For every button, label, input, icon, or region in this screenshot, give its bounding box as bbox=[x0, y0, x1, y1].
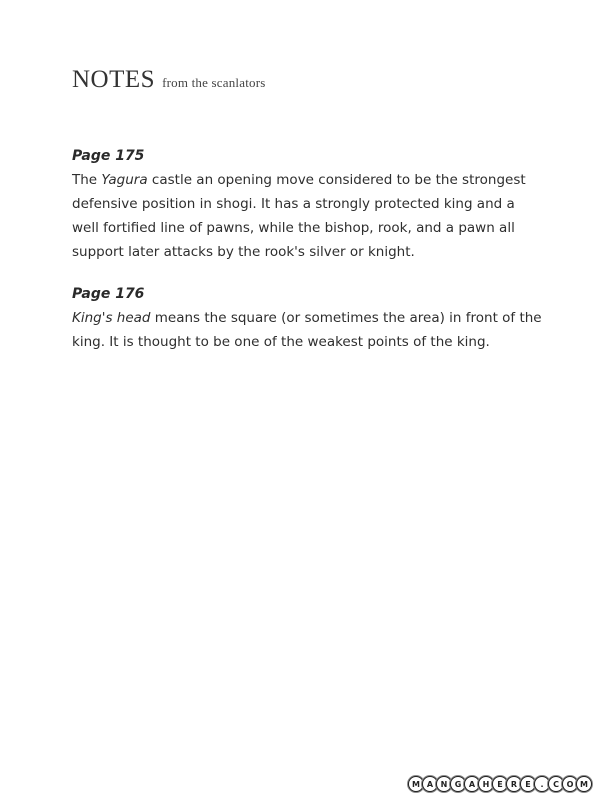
watermark-letter: A bbox=[422, 776, 438, 792]
watermark-letter: E bbox=[492, 776, 508, 792]
watermark-letter: H bbox=[478, 776, 494, 792]
watermark-logo bbox=[410, 776, 592, 792]
note-page-175 bbox=[72, 146, 542, 264]
watermark-letter: G bbox=[450, 776, 466, 792]
note-page-176 bbox=[72, 284, 542, 354]
note-heading: Page 176 bbox=[72, 286, 145, 302]
note-text: castle an opening move considered to be the strongest defensive position in shogi. It has a strongly protected king and a well fortified line of pawns, while the bishop, rook, and a pawn all support later attacks by the rook's silver or knight. bbox=[72, 172, 526, 260]
watermark-letter: C bbox=[548, 776, 564, 792]
watermark-letter: O bbox=[562, 776, 578, 792]
note-text: means the square (or sometimes the area) in front of the king. It is thought to be one of the weakest points of the king. bbox=[72, 310, 542, 350]
note-text: The bbox=[72, 172, 102, 188]
watermark-letter: M bbox=[576, 776, 592, 792]
note-body bbox=[72, 306, 542, 354]
watermark-letter: . bbox=[534, 776, 550, 792]
page-title bbox=[72, 66, 266, 94]
note-heading: Page 175 bbox=[72, 148, 145, 164]
title-notes: NOTES bbox=[72, 66, 156, 93]
watermark-letter: M bbox=[408, 776, 424, 792]
title-subtitle: from the scanlators bbox=[162, 75, 266, 90]
note-body bbox=[72, 168, 542, 264]
watermark-letter: A bbox=[464, 776, 480, 792]
note-term-kings-head: King's head bbox=[72, 310, 151, 326]
watermark-letter: N bbox=[436, 776, 452, 792]
watermark-letter: E bbox=[520, 776, 536, 792]
note-term-yagura: Yagura bbox=[101, 172, 148, 188]
watermark-letter: R bbox=[506, 776, 522, 792]
